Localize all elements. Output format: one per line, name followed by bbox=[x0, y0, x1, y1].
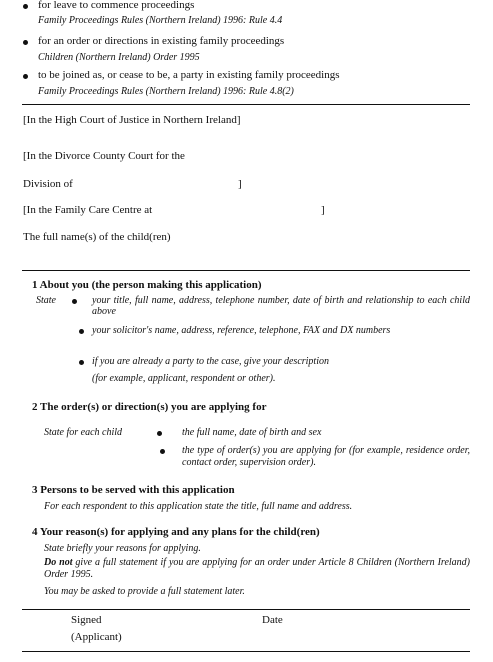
section-1-item-party-example: (for example, applicant, respondent or other). bbox=[92, 373, 276, 384]
intro-option-joined-ref: Family Proceedings Rules (Northern Ireland) 1996: Rule 4.8(2) bbox=[38, 86, 294, 97]
divider bbox=[22, 609, 470, 610]
children-names-field[interactable]: The full name(s) of the child(ren) bbox=[23, 231, 171, 243]
section-4-text-warning-emphasis: Do not bbox=[44, 557, 73, 568]
divider bbox=[22, 651, 470, 652]
section-4-text-later: You may be asked to provide a full statement later. bbox=[44, 586, 245, 597]
division-of-field[interactable]: Division of bbox=[23, 178, 73, 190]
section-2-heading: 2 The order(s) or direction(s) you are applying for bbox=[32, 401, 267, 413]
signed-field[interactable]: Signed bbox=[71, 614, 102, 626]
intro-option-order: for an order or directions in existing family proceedings bbox=[38, 35, 285, 47]
bullet-icon bbox=[72, 299, 77, 304]
section-2-item-order-type: the type of order(s) you are applying for (for example, residence order, contact order, supervision order). bbox=[182, 445, 470, 468]
bullet-icon bbox=[157, 431, 162, 436]
section-1-item-details: your title, full name, address, telephone number, date of birth and relationship to each child above bbox=[92, 295, 470, 317]
bullet-icon bbox=[79, 360, 84, 365]
applicant-label: (Applicant) bbox=[71, 631, 122, 643]
bullet-icon bbox=[23, 74, 28, 79]
section-2-state-label: State for each child bbox=[44, 427, 123, 438]
section-2-item-child-details: the full name, date of birth and sex bbox=[182, 427, 322, 438]
family-care-bracket: ] bbox=[321, 204, 325, 216]
section-1-heading: 1 About you (the person making this application) bbox=[32, 279, 262, 291]
bullet-icon bbox=[23, 40, 28, 45]
section-1-item-party: if you are already a party to the case, give your description bbox=[92, 356, 329, 367]
intro-option-joined: to be joined as, or cease to be, a party in existing family proceedings bbox=[38, 69, 340, 81]
section-3-heading: 3 Persons to be served with this application bbox=[32, 484, 235, 496]
section-1-state-label: State bbox=[36, 295, 56, 306]
divorce-county-court-field[interactable]: [In the Divorce County Court for the bbox=[23, 150, 185, 162]
intro-option-leave-ref: Family Proceedings Rules (Northern Ireland) 1996: Rule 4.4 bbox=[38, 15, 283, 26]
bullet-icon bbox=[79, 329, 84, 334]
section-4-text-warning bbox=[44, 557, 470, 581]
intro-option-leave: for leave to commence proceedings bbox=[38, 0, 195, 11]
date-field[interactable]: Date bbox=[262, 614, 283, 626]
bullet-icon bbox=[23, 4, 28, 9]
bullet-icon bbox=[160, 449, 165, 454]
section-4-text-briefly: State briefly your reasons for applying. bbox=[44, 543, 201, 554]
section-4-heading: 4 Your reason(s) for applying and any plans for the child(ren) bbox=[32, 526, 320, 538]
section-3-text: For each respondent to this application state the title, full name and address. bbox=[44, 501, 353, 512]
divider bbox=[22, 104, 470, 105]
division-bracket: ] bbox=[238, 178, 242, 190]
intro-option-order-ref: Children (Northern Ireland) Order 1995 bbox=[38, 52, 200, 63]
section-1-item-solicitor: your solicitor's name, address, reference, telephone, FAX and DX numbers bbox=[92, 325, 391, 336]
divider bbox=[22, 270, 470, 271]
section-4-text-warning-rest: give a full statement if you are applying for an order under Article 8 Children (Northern Ireland) Order 1995. bbox=[44, 557, 471, 580]
high-court-field[interactable]: [In the High Court of Justice in Northern Ireland] bbox=[23, 114, 241, 126]
family-care-centre-field[interactable]: [In the Family Care Centre at bbox=[23, 204, 153, 216]
